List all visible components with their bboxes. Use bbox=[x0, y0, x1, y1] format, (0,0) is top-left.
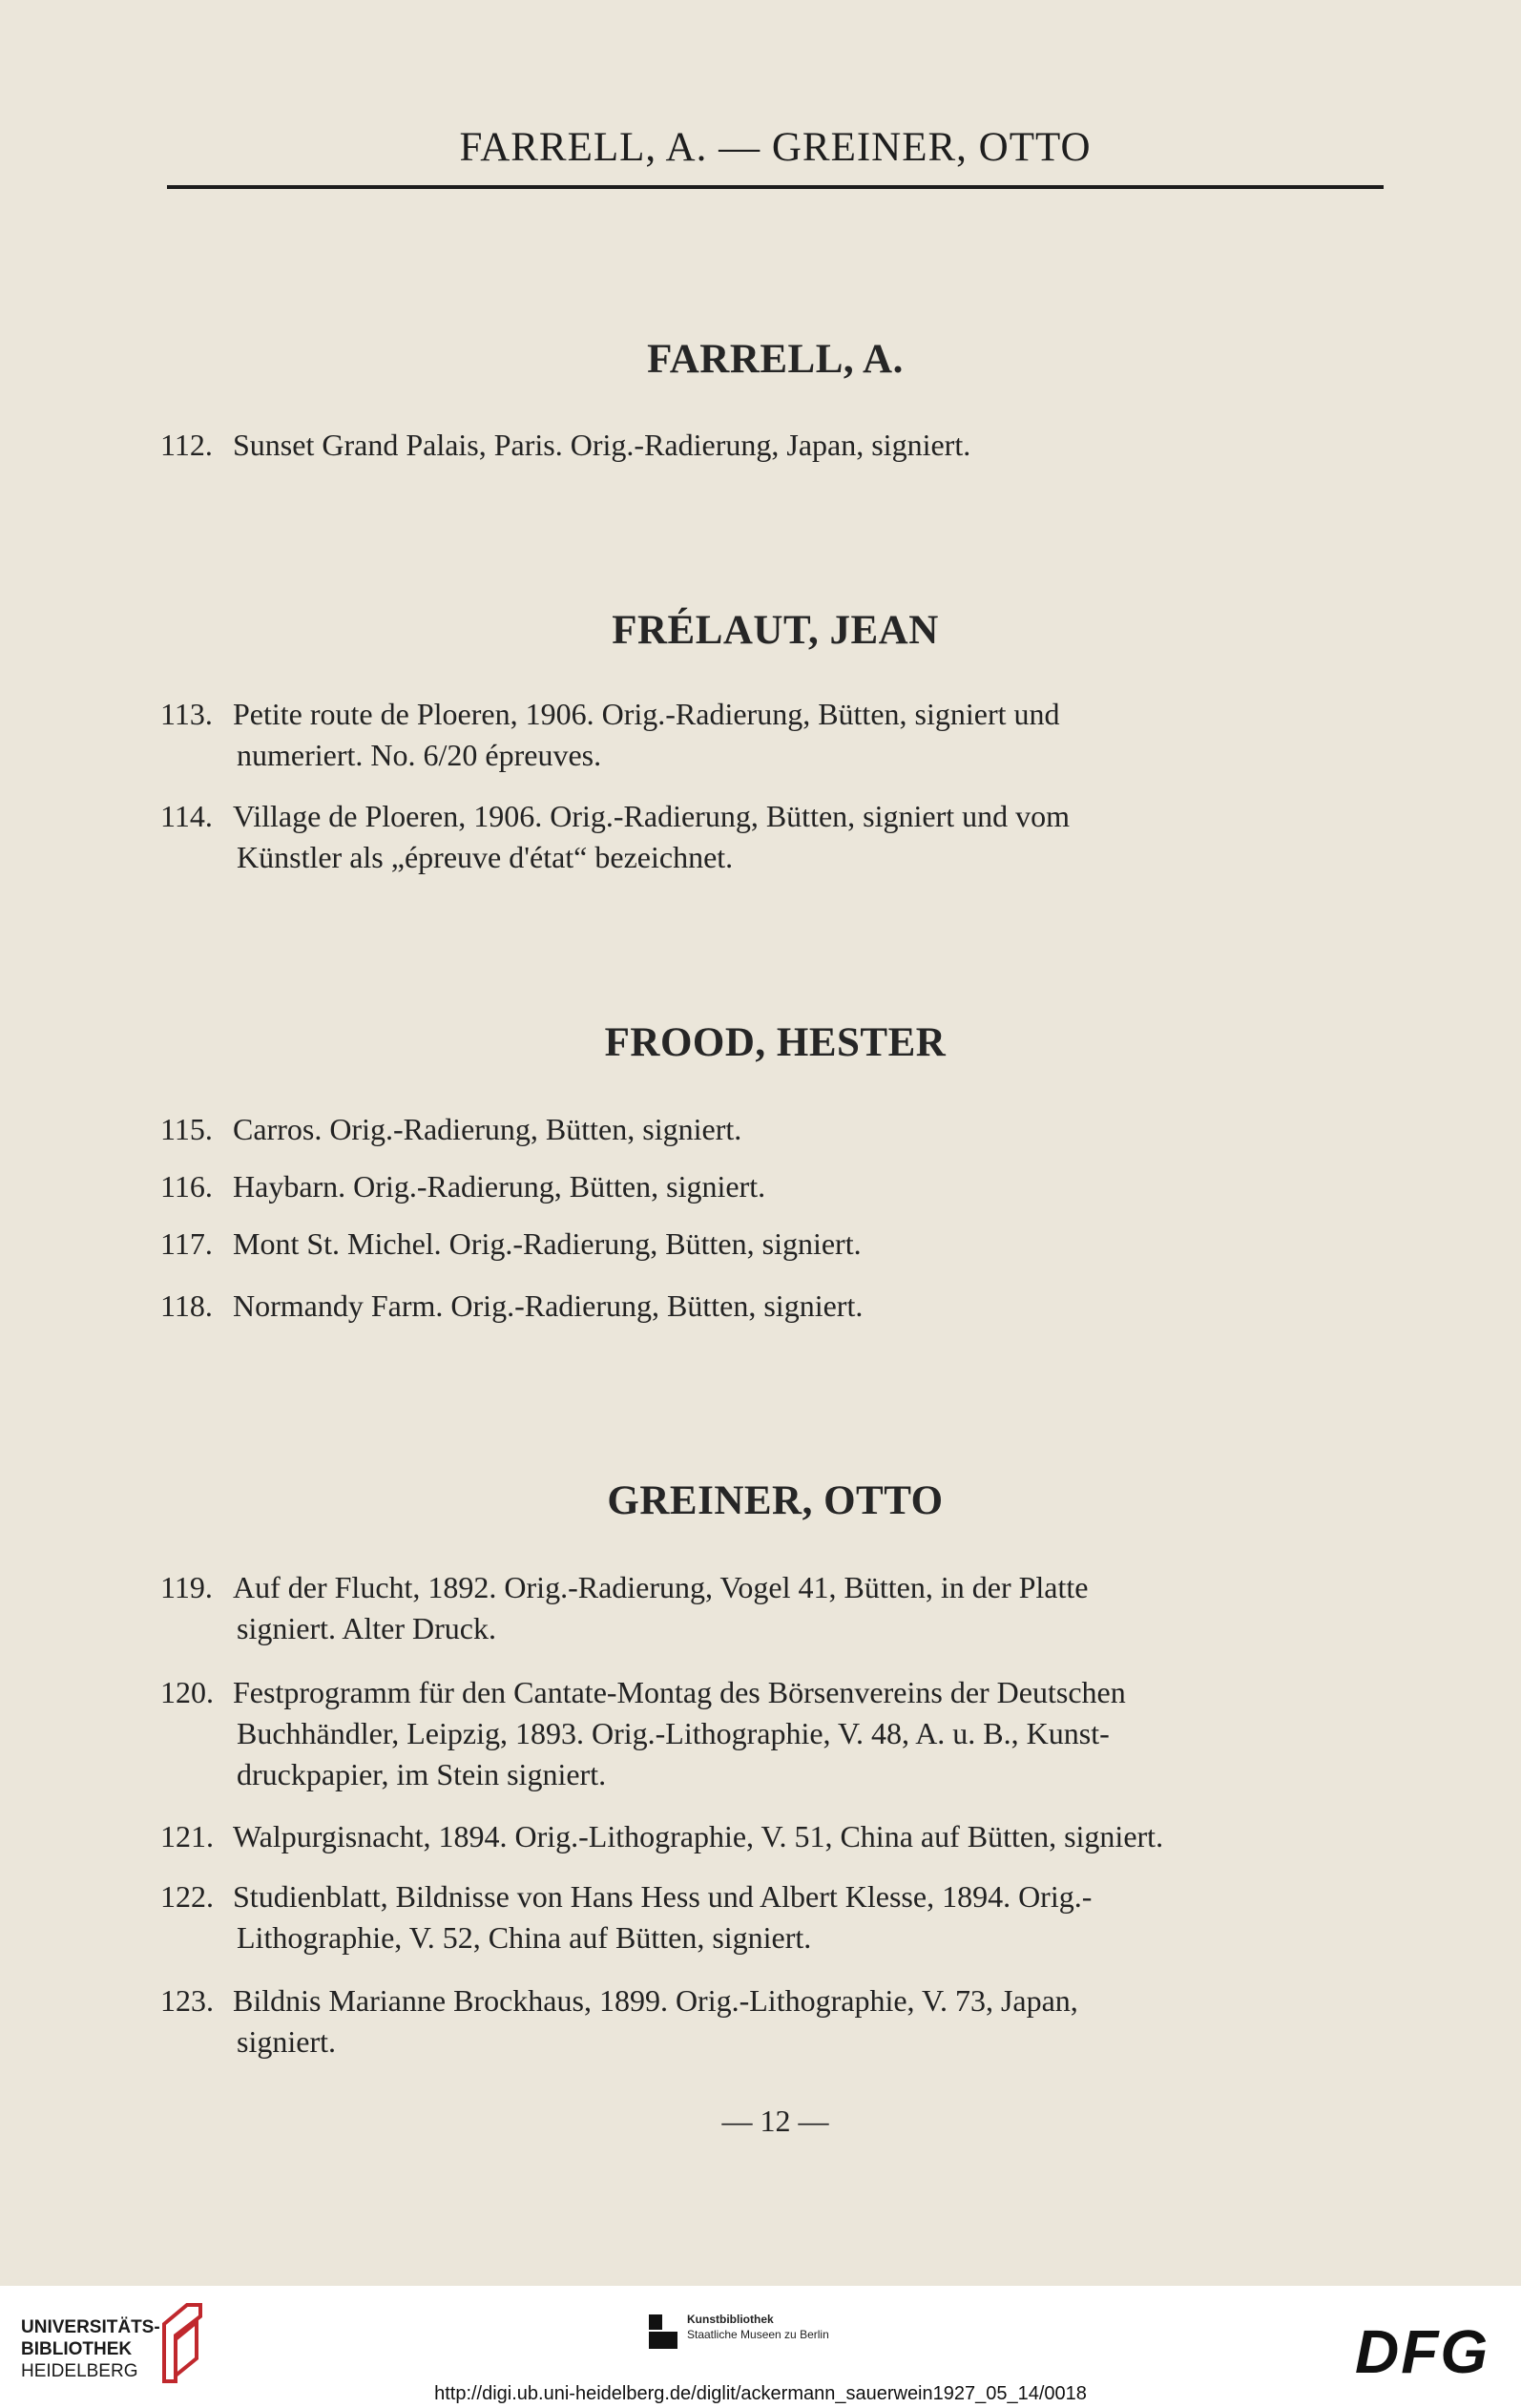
section-title-greiner: GREINER, OTTO bbox=[607, 1478, 944, 1523]
footer-bar bbox=[0, 2286, 1521, 2408]
entry-text-continued: numeriert. No. 6/20 épreuves. bbox=[237, 738, 602, 772]
section-title-frood: FROOD, HESTER bbox=[604, 1020, 947, 1065]
entry-text-continued: Buchhändler, Leipzig, 1893. Orig.-Lithographie, V. 48, A. u. B., Kunst- bbox=[237, 1716, 1110, 1750]
entry-120 bbox=[160, 1672, 1384, 1795]
entry-text: Haybarn. Orig.-Radierung, Bütten, signiert. bbox=[233, 1169, 766, 1204]
entry-number: 120. bbox=[160, 1675, 214, 1709]
entry-number: 113. bbox=[160, 697, 213, 731]
ub-logo-icon bbox=[158, 2301, 204, 2391]
entry-112 bbox=[160, 425, 1384, 466]
entry-text-continued: signiert. bbox=[237, 2024, 336, 2059]
entry-text-continued: signiert. Alter Druck. bbox=[237, 1611, 496, 1645]
kunstbibliothek-logo-icon bbox=[647, 2313, 679, 2355]
ub-line-1: UNIVERSITÄTS- bbox=[21, 2317, 160, 2337]
entry-text: Walpurgisnacht, 1894. Orig.-Lithographie, V. 51, China auf Bütten, signiert. bbox=[233, 1819, 1164, 1853]
entry-113 bbox=[160, 694, 1384, 776]
entry-number: 118. bbox=[160, 1288, 213, 1323]
entry-text: Festprogramm für den Cantate-Montag des Börsenvereins der Deutschen bbox=[233, 1675, 1126, 1709]
entry-number: 123. bbox=[160, 1983, 214, 2018]
permalink-url[interactable]: http://digi.ub.uni-heidelberg.de/diglit/ackermann_sauerwein1927_05_14/0018 bbox=[434, 2383, 1087, 2404]
entry-116 bbox=[160, 1166, 1384, 1207]
entry-text: Sunset Grand Palais, Paris. Orig.-Radierung, Japan, signiert. bbox=[233, 428, 971, 462]
entry-121 bbox=[160, 1816, 1384, 1857]
kunstbibliothek-wordmark[interactable] bbox=[687, 2312, 829, 2342]
entry-123 bbox=[160, 1980, 1384, 2063]
entry-number: 116. bbox=[160, 1169, 213, 1204]
entry-text: Normandy Farm. Orig.-Radierung, Bütten, signiert. bbox=[233, 1288, 864, 1323]
ub-heidelberg-wordmark[interactable] bbox=[21, 2316, 160, 2382]
entry-text: Village de Ploeren, 1906. Orig.-Radierung, Bütten, signiert und vom bbox=[233, 799, 1071, 833]
entry-number: 119. bbox=[160, 1570, 213, 1604]
kb-line-1: Kunstbibliothek bbox=[687, 2313, 774, 2326]
entry-number: 121. bbox=[160, 1819, 214, 1853]
entry-text: Auf der Flucht, 1892. Orig.-Radierung, Vogel 41, Bütten, in der Platte bbox=[233, 1570, 1089, 1604]
kb-line-2: Staatliche Museen zu Berlin bbox=[687, 2328, 829, 2341]
section-title-frelaut: FRÉLAUT, JEAN bbox=[612, 608, 939, 653]
entry-114 bbox=[160, 796, 1384, 878]
entry-122 bbox=[160, 1876, 1384, 1958]
dfg-logo[interactable]: DFG bbox=[1355, 2317, 1490, 2386]
entry-text: Carros. Orig.-Radierung, Bütten, signiert. bbox=[233, 1112, 742, 1146]
entry-text: Studienblatt, Bildnisse von Hans Hess und Albert Klesse, 1894. Orig.- bbox=[233, 1879, 1093, 1914]
entry-text-continued: druckpapier, im Stein signiert. bbox=[237, 1757, 607, 1791]
section-title-farrell: FARRELL, A. bbox=[647, 337, 904, 382]
entry-119 bbox=[160, 1567, 1384, 1649]
entry-text-continued: Lithographie, V. 52, China auf Bütten, signiert. bbox=[237, 1920, 812, 1955]
entry-number: 115. bbox=[160, 1112, 213, 1146]
ub-line-2: BIBLIOTHEK bbox=[21, 2339, 133, 2359]
running-head: FARRELL, A. — GREINER, OTTO bbox=[459, 125, 1092, 170]
entry-text: Petite route de Ploeren, 1906. Orig.-Radierung, Bütten, signiert und bbox=[233, 697, 1060, 731]
entry-118 bbox=[160, 1286, 1384, 1327]
entry-117 bbox=[160, 1224, 1384, 1265]
entry-115 bbox=[160, 1109, 1384, 1150]
ub-line-3: HEIDELBERG bbox=[21, 2361, 138, 2381]
entry-text: Bildnis Marianne Brockhaus, 1899. Orig.-Lithographie, V. 73, Japan, bbox=[233, 1983, 1078, 2018]
entry-text-continued: Künstler als „épreuve d'état“ bezeichnet. bbox=[237, 840, 734, 874]
entry-text: Mont St. Michel. Orig.-Radierung, Bütten, signiert. bbox=[233, 1226, 862, 1261]
entry-number: 112. bbox=[160, 428, 213, 462]
entry-number: 122. bbox=[160, 1879, 214, 1914]
entry-number: 114. bbox=[160, 799, 213, 833]
entry-number: 117. bbox=[160, 1226, 213, 1261]
header-rule bbox=[167, 185, 1384, 189]
page-number: — 12 — bbox=[721, 2104, 829, 2138]
